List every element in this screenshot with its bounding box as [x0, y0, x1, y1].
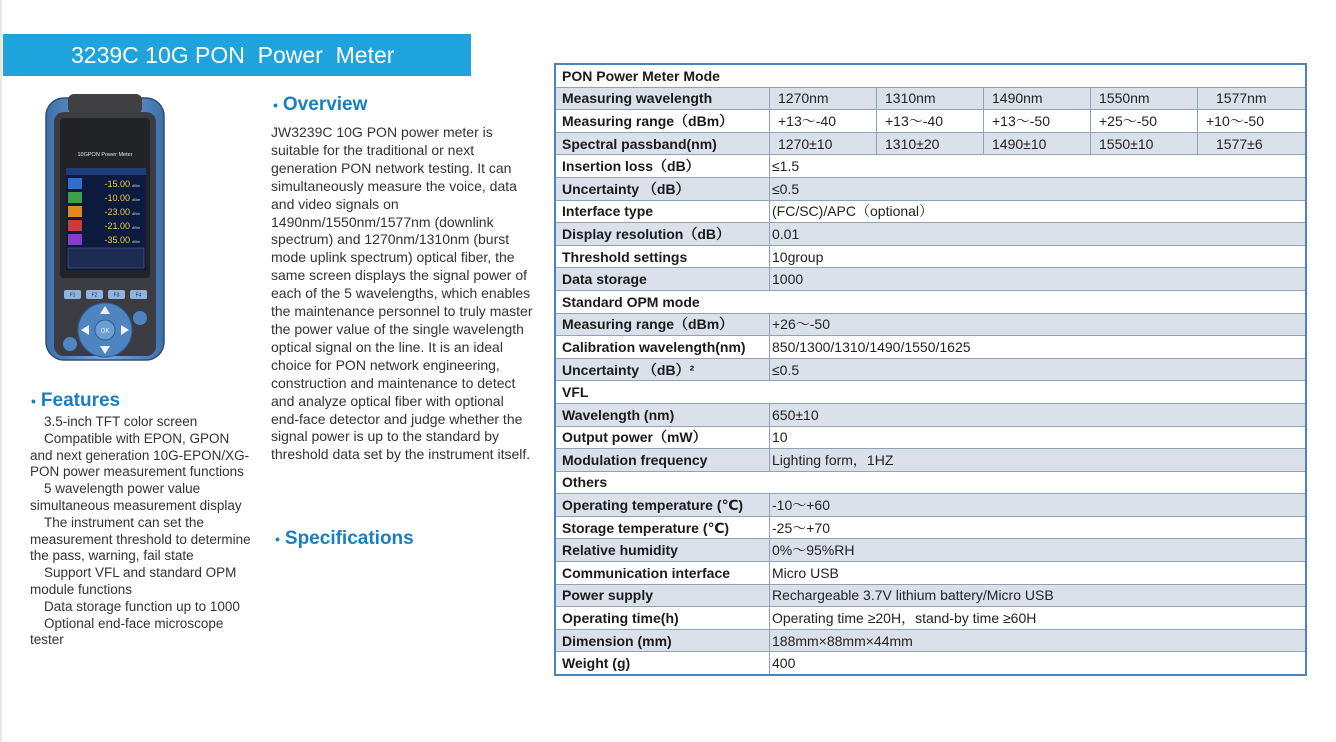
- reading-color-tag: [68, 178, 82, 189]
- overview-bullet-icon: •: [273, 96, 278, 113]
- row-value: Rechargeable 3.7V lithium battery/Micro USB: [770, 584, 1306, 607]
- row-label: Measuring range（dBm）: [556, 110, 770, 133]
- table-row: [556, 516, 1306, 539]
- overview-heading-label: Overview: [282, 94, 368, 115]
- row-label: Measuring range（dBm）: [556, 313, 770, 336]
- table-cell: 1577nm: [1198, 87, 1306, 110]
- row-label: Relative humidity: [556, 539, 770, 562]
- reading-unit: dBm: [132, 183, 141, 188]
- table-cell: 1270±10: [770, 132, 877, 155]
- row-value: -10～+60: [770, 494, 1306, 517]
- feature-item: The instrument can set the measurement threshold to determine the pass, warning, fail state: [30, 514, 251, 564]
- table-row: [556, 584, 1306, 607]
- table-row: [556, 562, 1306, 585]
- table-row: [556, 155, 1306, 178]
- section-row-vfl: [556, 381, 1306, 404]
- feature-item: 5 wavelength power value simultaneous measurement display: [30, 481, 242, 513]
- reading-value: -10.00: [104, 193, 130, 203]
- reading-value: -15.00: [104, 179, 130, 189]
- features-list: [30, 414, 252, 649]
- row-label: Power supply: [556, 584, 770, 607]
- row-label: Measuring wavelength: [556, 87, 770, 110]
- row-value: 1000: [770, 268, 1306, 291]
- device-top-grip: [68, 94, 142, 114]
- table-row: [556, 132, 1306, 155]
- table-row: [556, 87, 1306, 110]
- row-label: Display resolution（dB）: [556, 223, 770, 246]
- row-label: Calibration wavelength(nm): [556, 336, 770, 359]
- table-row: [556, 449, 1306, 472]
- table-row: [556, 313, 1306, 336]
- features-bullet-icon: •: [31, 392, 36, 409]
- row-label: Interface type: [556, 200, 770, 223]
- reading-unit: dBm: [132, 197, 141, 202]
- overview-heading: [273, 94, 367, 116]
- row-value: -25～+70: [770, 516, 1306, 539]
- section-row-others: [556, 471, 1306, 494]
- title-banner: 3239C 10G PON Power Meter: [3, 34, 471, 76]
- row-label: Insertion loss（dB）: [556, 155, 770, 178]
- table-cell: +25～-50: [1091, 110, 1198, 133]
- function-key-label: F1: [69, 292, 76, 299]
- row-value: ≤1.5: [770, 155, 1306, 178]
- reading-value: -23.00: [104, 207, 130, 217]
- table-cell: 1270nm: [770, 87, 877, 110]
- overview-text: JW3239C 10G PON power meter is suitable for the traditional or next generation PON network testing. It can simultaneously measure the voice, data and video signals on 1490nm/1550nm/1577nm (downlink spectrum) and 1270nm/1310nm (burst mode uplink spectrum) optical fiber, the same screen displays the signal power of each of the 5 wavelengths, which enables the maintenance personnel to truly master the power value of the single wavelength optical signal on the line. It is an ideal choice for PON network engineering, construction and maintenance to detect and analyze optical fiber with optional end-face detector and judge whether the signal power is up to the standard by threshold data set by the instrument itself.: [271, 124, 533, 463]
- row-label: Dimension (mm): [556, 629, 770, 652]
- table-cell: +13～-50: [984, 110, 1091, 133]
- table-row: [556, 245, 1306, 268]
- reading-value: -21.00: [104, 221, 130, 231]
- row-label: Operating time(h): [556, 607, 770, 630]
- row-value: 400: [770, 652, 1306, 675]
- feature-item: 3.5-inch TFT color screen: [44, 414, 198, 429]
- spec-table: [555, 64, 1306, 675]
- section-title: PON Power Meter Mode: [556, 65, 1306, 88]
- specifications-heading: [275, 528, 414, 550]
- table-row: [556, 336, 1306, 359]
- row-label: Operating temperature (℃): [556, 494, 770, 517]
- reading-rows: [68, 178, 141, 245]
- row-label: Modulation frequency: [556, 449, 770, 472]
- section-title: VFL: [556, 381, 1306, 404]
- page-edge: [0, 0, 2, 742]
- table-cell: 1550nm: [1091, 87, 1198, 110]
- reading-unit: dBm: [132, 211, 141, 216]
- row-label: Storage temperature (℃): [556, 516, 770, 539]
- table-cell: +10～-50: [1198, 110, 1306, 133]
- reading-color-tag: [68, 234, 82, 245]
- row-label: Output power（mW）: [556, 426, 770, 449]
- table-row: [556, 403, 1306, 426]
- row-value: Operating time ≥20H，stand-by time ≥60H: [770, 607, 1306, 630]
- row-value: (FC/SC)/APC（optional）: [770, 200, 1306, 223]
- row-value: 188mm×88mm×44mm: [770, 629, 1306, 652]
- row-value: ≤0.5: [770, 177, 1306, 200]
- screen-header: [66, 168, 146, 175]
- row-label: Spectral passband(nm): [556, 132, 770, 155]
- side-button: [133, 311, 147, 325]
- function-key-label: F4: [135, 292, 142, 299]
- table-row: [556, 110, 1306, 133]
- table-cell: 1310nm: [877, 87, 984, 110]
- feature-item: Optional end-face microscope tester: [30, 615, 224, 648]
- function-key-label: F2: [91, 292, 98, 299]
- section-title: Standard OPM mode: [556, 290, 1306, 313]
- table-row: [556, 539, 1306, 562]
- reading-unit: dBm: [132, 225, 141, 230]
- row-value: 650±10: [770, 403, 1306, 426]
- section-title: Others: [556, 471, 1306, 494]
- feature-item: Support VFL and standard OPM module functions: [30, 565, 237, 597]
- device-screen-title: 10GPON Power Meter: [77, 152, 133, 158]
- section-row-pon: [556, 65, 1306, 88]
- row-value: 0.01: [770, 223, 1306, 246]
- table-cell: +13～-40: [877, 110, 984, 133]
- ok-button-label: OK: [100, 328, 110, 335]
- features-heading-label: Features: [40, 390, 121, 411]
- row-value: 10group: [770, 245, 1306, 268]
- function-key-label: F3: [113, 292, 120, 299]
- section-row-opm: [556, 290, 1306, 313]
- row-value: 0%～95%RH: [770, 539, 1306, 562]
- table-cell: +13～-40: [770, 110, 877, 133]
- table-row: [556, 652, 1306, 675]
- features-heading: [31, 390, 120, 412]
- table-cell: 1310±20: [877, 132, 984, 155]
- row-value: ≤0.5: [770, 358, 1306, 381]
- table-cell: 1550±10: [1091, 132, 1198, 155]
- reading-value: -35.00: [104, 235, 130, 245]
- table-row: [556, 494, 1306, 517]
- row-label: Threshold settings: [556, 245, 770, 268]
- row-value: 850/1300/1310/1490/1550/1625: [770, 336, 1306, 359]
- row-value: 10: [770, 426, 1306, 449]
- reading-color-tag: [68, 206, 82, 217]
- table-row: [556, 607, 1306, 630]
- feature-item: Data storage function up to 1000: [44, 598, 240, 614]
- row-label: Uncertainty （dB）: [556, 177, 770, 200]
- table-row: [556, 200, 1306, 223]
- reading-unit: dBm: [132, 239, 141, 244]
- power-button: [63, 337, 77, 351]
- table-row: [556, 629, 1306, 652]
- row-value: +26～-50: [770, 313, 1306, 336]
- table-row: [556, 358, 1306, 381]
- row-label: Communication interface: [556, 562, 770, 585]
- specifications-bullet-icon: •: [275, 530, 280, 547]
- table-row: [556, 223, 1306, 246]
- table-cell: 1490±10: [984, 132, 1091, 155]
- row-label: Uncertainty （dB）²: [556, 358, 770, 381]
- row-label: Weight (g): [556, 652, 770, 675]
- table-row: [556, 426, 1306, 449]
- row-value: Lighting form，1HZ: [770, 449, 1306, 472]
- reading-color-tag: [68, 192, 82, 203]
- table-cell: 1490nm: [984, 87, 1091, 110]
- table-row: [556, 268, 1306, 291]
- table-cell: 1577±6: [1198, 132, 1306, 155]
- row-label: Wavelength (nm): [556, 403, 770, 426]
- feature-item: Compatible with EPON, GPON and next generation 10G-EPON/XG-PON power measurement functions: [30, 430, 250, 480]
- row-label: Data storage: [556, 268, 770, 291]
- row-value: Micro USB: [770, 562, 1306, 585]
- table-row: [556, 177, 1306, 200]
- device-illustration: [44, 94, 166, 362]
- specifications-heading-label: Specifications: [284, 528, 414, 549]
- screen-table: [68, 248, 144, 268]
- reading-color-tag: [68, 220, 82, 231]
